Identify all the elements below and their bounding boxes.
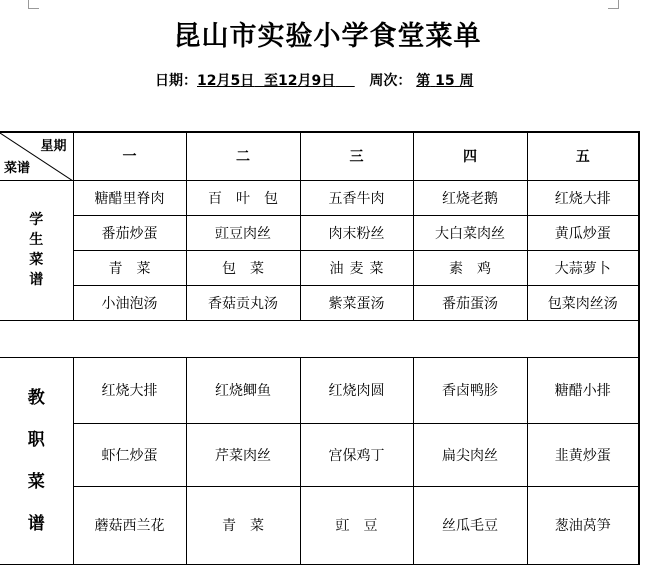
dish-cell: 番茄蛋汤: [413, 285, 527, 320]
end-day: 9: [311, 73, 322, 89]
label-char: 菜: [29, 252, 44, 268]
dish-cell: 大蒜萝卜: [527, 250, 639, 285]
week-suffix: 周: [459, 73, 474, 89]
week-value: 15: [435, 73, 455, 89]
dish-cell: 油麦菜: [300, 250, 413, 285]
dish-cell: 黄瓜炒蛋: [527, 215, 639, 250]
dish-cell: 包菜: [186, 250, 300, 285]
blank-separator: [0, 320, 639, 357]
dish-cell: 红烧大排: [527, 180, 639, 215]
dish-cell: 五香牛肉: [300, 180, 413, 215]
dish-cell: 韭黄炒蛋: [527, 423, 639, 486]
to-label: 至: [263, 73, 278, 89]
dish-cell: 红烧鲫鱼: [186, 357, 300, 423]
menu-table: [0, 131, 640, 565]
start-day: 5: [230, 73, 241, 89]
page-corner-mark-right: [608, 0, 619, 9]
start-month: 12: [197, 73, 217, 89]
separator-row: [0, 320, 639, 357]
dish-cell: 葱油莴笋: [527, 486, 639, 564]
dish-cell: 红烧肉圆: [300, 357, 413, 423]
dish-cell: 红烧老鹅: [413, 180, 527, 215]
dish-cell: 豇豆肉丝: [186, 215, 300, 250]
label-char: 教: [27, 387, 45, 408]
month-char: 月: [216, 73, 231, 89]
day-header-mon: 一: [73, 132, 186, 180]
dish-cell: 宫保鸡丁: [300, 423, 413, 486]
dish-cell: 虾仁炒蛋: [73, 423, 186, 486]
day-header-thu: 四: [413, 132, 527, 180]
end-month: 12: [277, 73, 298, 89]
dish-cell: 豇豆: [300, 486, 413, 564]
dish-cell: 大白菜肉丝: [413, 215, 527, 250]
dish-cell: 包菜肉丝汤: [527, 285, 639, 320]
dish-cell: 肉末粉丝: [300, 215, 413, 250]
day-header-fri: 五: [527, 132, 639, 180]
day-char: 日: [321, 73, 336, 89]
day-header-tue: 二: [186, 132, 300, 180]
dish-cell: 番茄炒蛋: [73, 215, 186, 250]
label-char: 谱: [27, 513, 45, 534]
dish-cell: 小油泡汤: [73, 285, 186, 320]
label-char: 菜: [27, 471, 45, 492]
dish-cell: 芹菜肉丝: [186, 423, 300, 486]
date-line: [155, 70, 473, 90]
student-row: [0, 215, 639, 250]
corner-weekday-label: 星期: [40, 139, 67, 154]
label-char: 生: [29, 232, 44, 248]
dish-cell: 紫菜蛋汤: [300, 285, 413, 320]
student-menu-label: [0, 180, 73, 320]
header-row: [0, 132, 639, 180]
label-char: 职: [27, 429, 45, 450]
week-number: [416, 73, 473, 89]
staff-row: [0, 486, 639, 564]
dish-cell: 香菇贡丸汤: [186, 285, 300, 320]
corner-menu-label: 菜谱: [4, 160, 31, 176]
staff-menu-label: [0, 357, 73, 564]
student-row: [0, 180, 639, 215]
month-char: 月: [297, 73, 312, 89]
label-char: 学: [29, 212, 44, 228]
staff-row: [0, 357, 639, 423]
student-row: [0, 285, 639, 320]
page-corner-mark-left: [28, 0, 39, 9]
dish-cell: 丝瓜毛豆: [413, 486, 527, 564]
dish-cell: 蘑菇西兰花: [73, 486, 186, 564]
staff-row: [0, 423, 639, 486]
dish-cell: 青菜: [186, 486, 300, 564]
dish-cell: 青菜: [73, 250, 186, 285]
dish-cell: 糖醋里脊肉: [73, 180, 186, 215]
dish-cell: 红烧大排: [73, 357, 186, 423]
week-label: 周次：: [369, 73, 412, 89]
label-char: 谱: [29, 272, 44, 288]
dish-cell: 糖醋小排: [527, 357, 639, 423]
day-char: 日: [240, 73, 255, 89]
dish-cell: 香卤鸭胗: [413, 357, 527, 423]
dish-cell: 扁尖肉丝: [413, 423, 527, 486]
day-header-wed: 三: [300, 132, 413, 180]
date-range: [197, 73, 355, 89]
student-row: [0, 250, 639, 285]
page-title: 昆山市实验小学食堂菜单: [173, 21, 482, 52]
week-prefix: 第: [416, 73, 431, 89]
dish-cell: 素鸡: [413, 250, 527, 285]
corner-header-cell: [0, 132, 73, 180]
date-label: 日期：: [155, 73, 197, 89]
dish-cell: 百叶包: [186, 180, 300, 215]
